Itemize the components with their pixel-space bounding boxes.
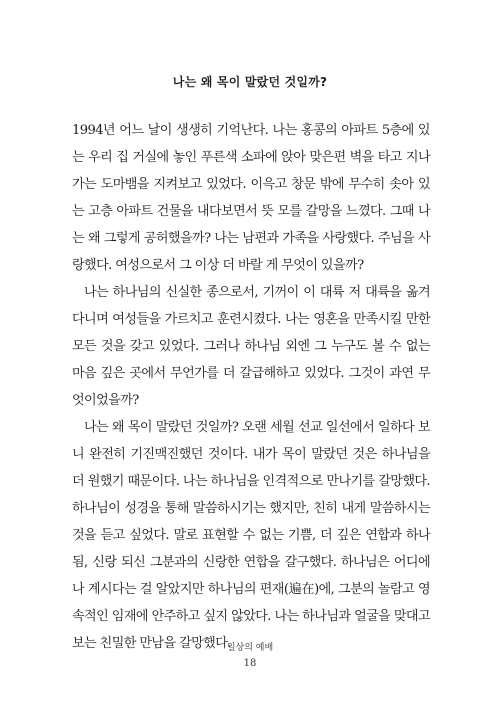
paragraph-1: 1994년 어느 날이 생생히 기억난다. 나는 홍콩의 아파트 5층에 있는 우리 집 거실에 놓인 푸른색 소파에 앉아 맞은편 벽을 타고 지나가는 도마뱀을 지켜보고 있었다. 이윽고 창문 밖에 무수히 솟아 있는 고층 아파트 건물을 내다보면서 뜻 모를 갈망을 느꼈다. 그때 나는 왜 그렇게 공허했을까? 나는 남편과 가족을 사랑했다. 주님을 사랑했다. 여성으로서 그 이상 더 바랄 게 무엇이 있을까?: [72, 123, 430, 273]
chapter-title: 나는 왜 목이 말랐던 것일까?: [172, 75, 328, 89]
body-text: [72, 117, 430, 657]
paragraph-3: 나는 왜 목이 말랐던 것일까? 오랜 세월 선교 일선에서 일하다 보니 완전히 기진맥진했던 것이다. 내가 목이 말랐던 것은 하나님을 더 원했기 때문이다. 나는 하나님을 인격적으로 만나기를 갈망했다. 하나님이 성경을 통해 말씀하시기는 했지만, 친히 내게 말씀하시는 것을 듣고 싶었다. 말로 표현할 수 없는 기쁨, 더 깊은 연합과 하나 됨, 신랑 되신 그분과의 신랑한 연합을 갈구했다. 하나님은 어디에나 계시다는 걸 알았지만 하나님의 편재(遍在)에, 그분의 놀람고 영속적인 임재에 안주하고 싶지 않았다. 나는 하나님과 얼굴을 맞대고 보는 친밀한 만남을 갈망했다.: [72, 420, 430, 651]
page-footer: [0, 642, 500, 671]
page-number: 18: [243, 658, 257, 669]
paragraph-2: 나는 하나님의 신실한 종으로서, 기꺼이 이 대륙 저 대륙을 옮겨 다니며 여성들을 가르치고 훈련시켰다. 나는 영혼을 만족시킬 만한 모든 것을 갖고 있었다. 그러나 하나님 외엔 그 누구도 볼 수 없는 마음 깊은 곳에서 무언가를 더 갈급해하고 있었다. 그것이 과연 무엇이었을까?: [72, 285, 430, 408]
running-book-title: 일상의 예배: [226, 643, 274, 653]
